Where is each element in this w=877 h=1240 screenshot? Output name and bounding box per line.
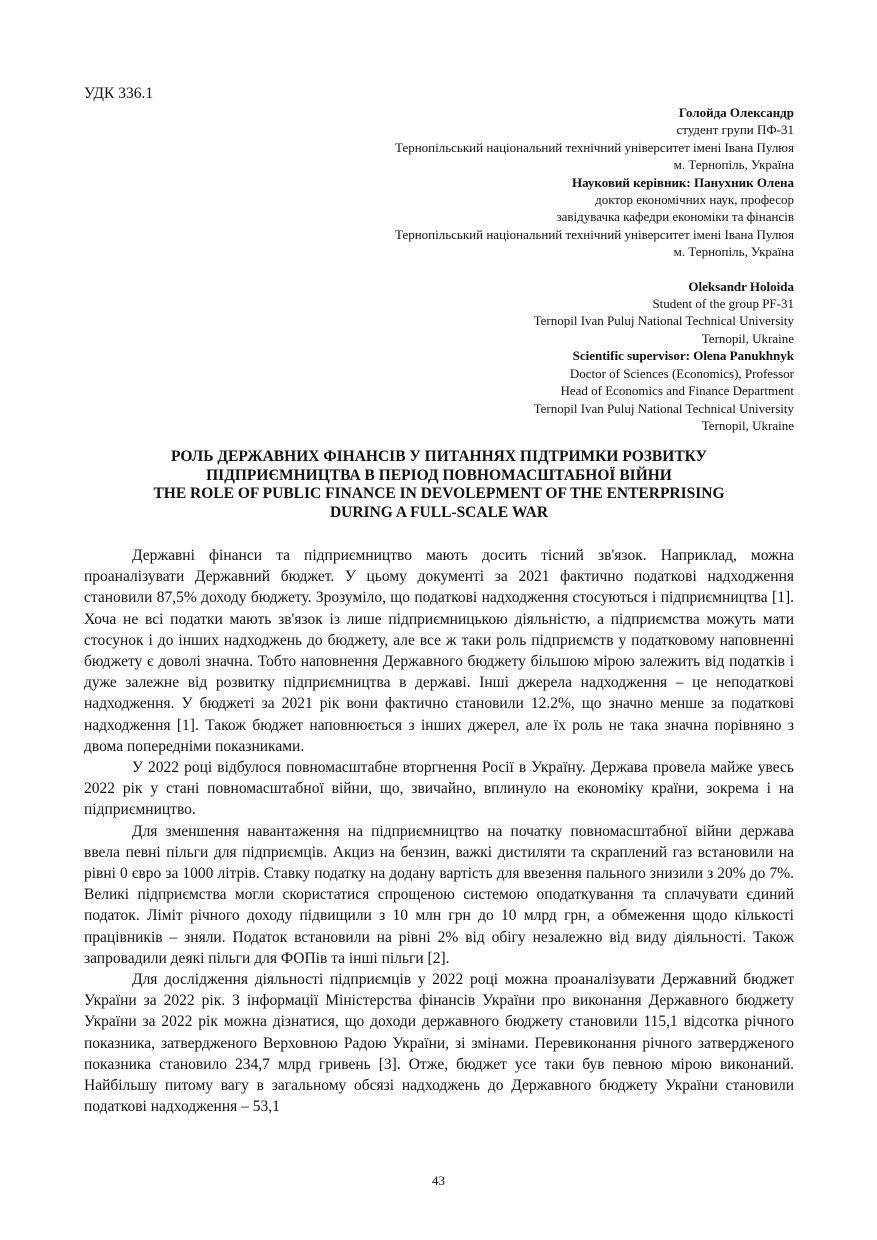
supervisor-line: м. Тернопіль, Україна [673, 244, 794, 260]
supervisor-line: Ternopil Ivan Puluj National Technical University [533, 400, 794, 416]
paragraph: Державні фінанси та підприємництво мають досить тісний зв'язок. Наприклад, можна проаналізувати Державний бюджет. У цьому документі за 2021 фактично податкові надходження становили 87,5% доходу бюджету. Зрозуміло, що податкові надходження стосуються і підприємництва [1]. Хоча не всі податки мають зв'язок із лише підприємницькою діяльністю, а підприємства можуть мати стосунок і до інших надходжень до бюджету, але все ж таки роль підприємств у податковому наповненні бюджету є доволі значна. Тобто наповнення Державного бюджету більшою мірою залежить від податків і дуже залежне від розвитку підприємництва в державі. Інші джерела надходження – це неподаткові надходження. У бюджеті за 2021 рік вони фактично становили 12.2%, що значно менше за податкові надходження [1]. Також бюджет наповнюється з інших джерел, але їх роль не така значна порівняно з двома попередніми показниками. [84, 547, 794, 755]
paragraph: У 2022 році відбулося повномасштабне вторгнення Росії в Україну. Держава провела майже увесь 2022 рік у стані повномасштабної війни, що, звичайно, вплинуло на економіку країни, зокрема і на підприємництво. [84, 759, 794, 819]
author-name-en: Oleksandr Holoida [688, 278, 794, 294]
paragraph: Для дослідження діяльності підприємців у 2022 році можна проаналізувати Державний бюджет України за 2022 рік. З інформації Міністерства фінансів України про виконання Державного бюджету України за 2022 рік можна дізнатися, що доходи державного бюджету становили 115,1 відсотка річного показника, затвердженого Верховною Радою України, зі змінами. Перевиконання річного затвердженого показника становило 234,7 млрд гривень [3]. Отже, бюджет усе таки був певною мірою виконаний. Найбільшу питому вагу в загальному обсязі надходжень до Державного бюджету України становили податкові надходження – 53,1 [84, 971, 794, 1116]
page-number: 43 [432, 1173, 445, 1188]
title-line: THE ROLE OF PUBLIC FINANCE IN DEVOLEPMENT OF THE ENTERPRISING [153, 485, 725, 503]
author-block [395, 104, 794, 434]
supervisor-name-en: Scientific supervisor: Olena Panukhnyk [572, 348, 794, 364]
supervisor-line: доктор економічних наук, професор [595, 192, 794, 208]
title-line: РОЛЬ ДЕРЖАВНИХ ФІНАНСІВ У ПИТАННЯХ ПІДТРИМКИ РОЗВИТКУ [171, 448, 707, 465]
author-line: Ternopil Ivan Puluj National Technical University [533, 313, 794, 329]
supervisor-name-ua: Науковий керівник: Панухник Олена [571, 174, 794, 190]
title-line: ПІДПРИЄМНИЦТВА В ПЕРІОД ПОВНОМАСШТАБНОЇ ВІЙНИ [206, 466, 672, 484]
udk-code: УДК 336.1 [84, 85, 154, 102]
title-line: DURING A FULL-SCALE WAR [329, 503, 549, 521]
supervisor-line: Тернопільський національний технічний університет імені Івана Пулюя [395, 226, 794, 242]
article-title [84, 448, 794, 522]
author-line: Student of the group PF-31 [652, 296, 794, 312]
supervisor-line: Ternopil, Ukraine [701, 417, 794, 433]
author-line: Тернопільський національний технічний університет імені Івана Пулюя [395, 139, 794, 155]
author-line: м. Тернопіль, Україна [673, 157, 794, 173]
author-line: Ternopil, Ukraine [701, 330, 794, 346]
paragraph: Для зменшення навантаження на підприємництво на початку повномасштабної війни держава ввела певні пільги для підприємців. Акциз на бензин, важкі дистиляти та скраплений газ встановили на рівні 0 євро за 1000 літрів. Ставку податку на додану вартість для ввезення пального знизили з 20% до 7%. Великі підприємства могли скористатися спрощеною системою оподаткування та сплачувати єдиний податок. Ліміт річного доходу підвищили з 10 млн грн до 10 млрд грн, а обмеження щодо кількості працівників – зняли. Податок встановили на рівні 2% від обігу незалежно від виду діяльності. Також запровадили деякі пільги для ФОПів та інші пільги [2]. [84, 822, 794, 967]
supervisor-line: Head of Economics and Finance Department [560, 383, 794, 399]
article-body [84, 545, 794, 1117]
supervisor-line: завідувачка кафедри економіки та фінансів [556, 209, 794, 225]
supervisor-line: Doctor of Sciences (Economics), Professor [569, 365, 794, 381]
author-name-ua: Голойда Олександр [678, 105, 794, 120]
author-line: студент групи ПФ-31 [676, 122, 794, 138]
